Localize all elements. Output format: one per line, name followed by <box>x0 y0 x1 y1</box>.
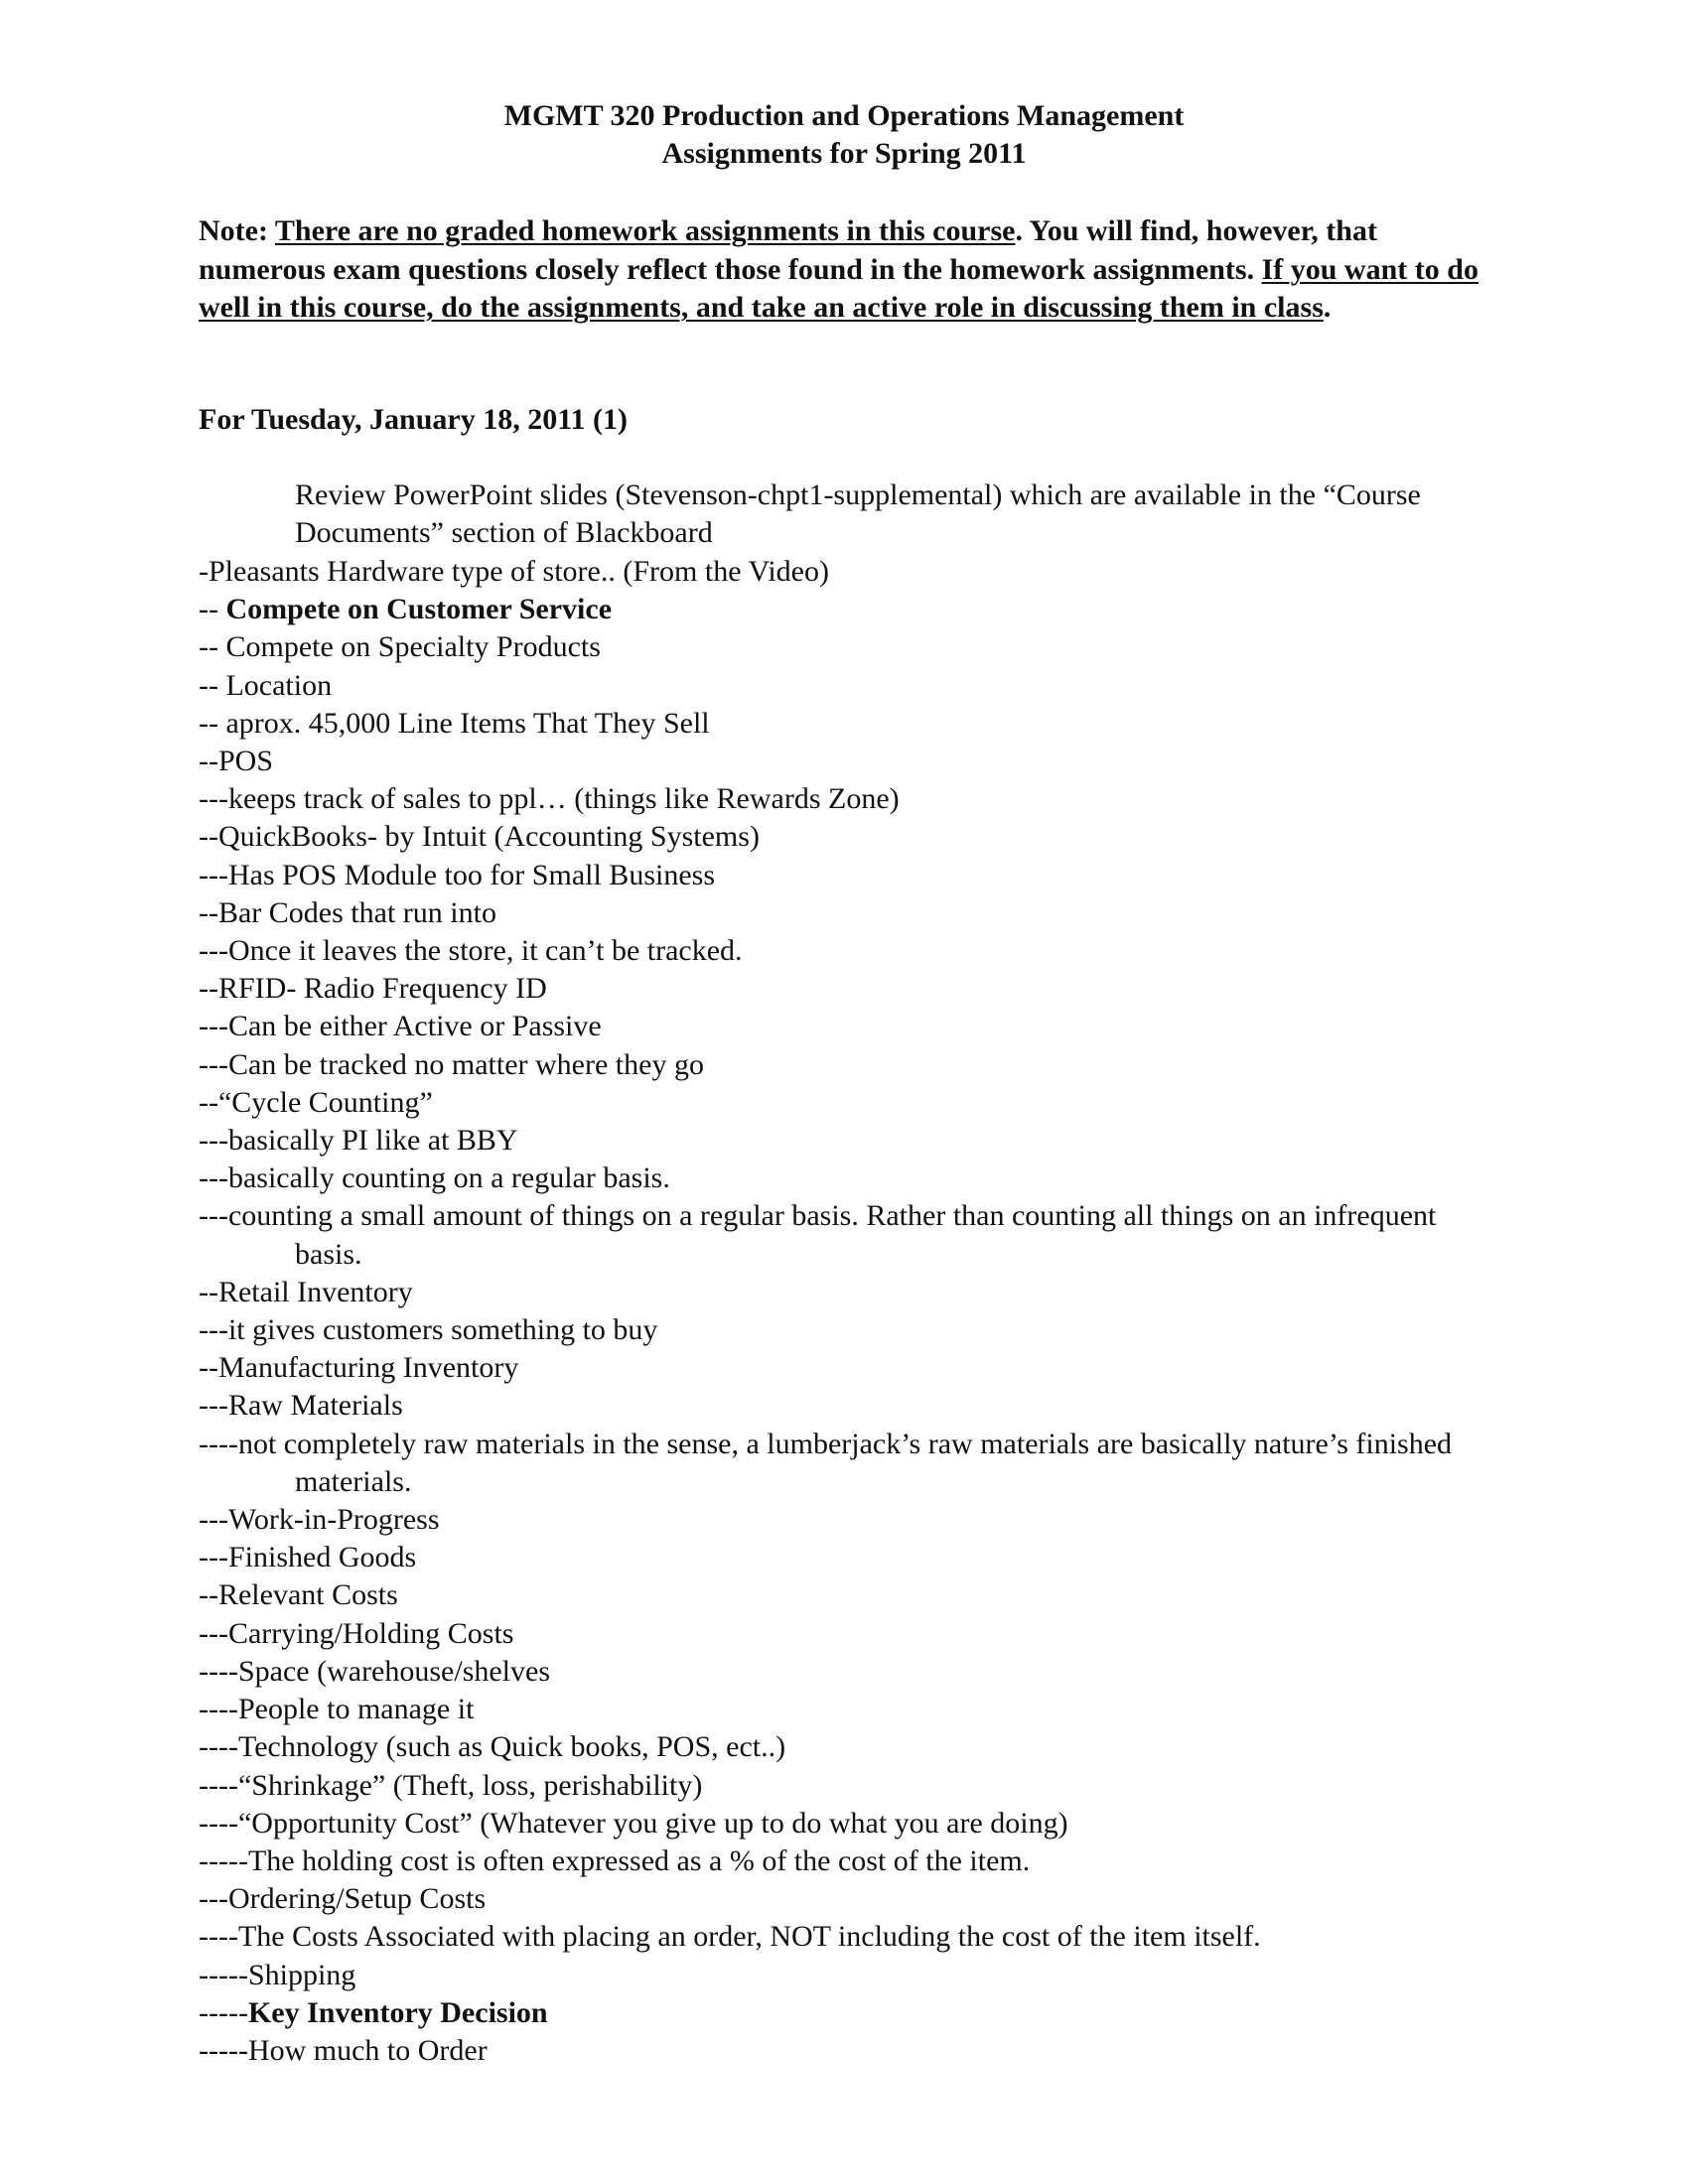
note-line-text: ----not completely raw materials in the sense, a lumberjack’s raw materials are basically nature’s finished materials. <box>199 1427 1453 1498</box>
note-line-text: ---Has POS Module too for Small Business <box>199 858 715 891</box>
term-title: Assignments for Spring 2011 <box>661 137 1027 170</box>
note-line-text: --POS <box>199 745 274 778</box>
note-line-text: -----How much to Order <box>199 2033 488 2067</box>
note-line <box>199 1918 1499 1956</box>
note-line <box>199 1957 1499 1994</box>
note-line-text: --Bar Codes that run into <box>199 895 496 929</box>
document-header <box>0 97 1688 173</box>
note-line <box>199 932 1499 970</box>
note-line <box>199 818 1499 856</box>
note-line <box>199 667 1499 705</box>
note-line-text: ---Can be either Active or Passive <box>199 1010 602 1043</box>
note-line <box>199 1843 1499 1880</box>
note-line <box>199 743 1499 780</box>
note-line-text: ---Can be tracked no matter where they go <box>199 1047 704 1081</box>
note-line <box>199 1008 1499 1045</box>
note-paragraph <box>199 212 1479 328</box>
note-line <box>199 970 1499 1008</box>
note-line <box>199 1274 1499 1311</box>
note-line <box>199 857 1499 894</box>
note-line <box>199 780 1499 818</box>
note-line-text: ---keeps track of sales to ppl… (things like Rewards Zone) <box>199 782 900 816</box>
section-heading: For Tuesday, January 18, 2011 (1) <box>199 403 629 436</box>
note-line-text: -Pleasants Hardware type of store.. (From the Video) <box>199 555 829 588</box>
note-underlined-statement: There are no graded homework assignments in this course <box>274 214 1016 247</box>
course-title: MGMT 320 Production and Operations Management <box>503 99 1185 132</box>
note-line-text: ---it gives customers something to buy <box>199 1313 658 1347</box>
note-line <box>199 1805 1499 1843</box>
note-line-text: --QuickBooks- by Intuit (Accounting Systems) <box>199 820 760 854</box>
note-line-text: ----The Costs Associated with placing an order, NOT including the cost of the item itself. <box>199 1920 1261 1954</box>
note-line <box>199 1197 1499 1273</box>
note-line <box>199 1160 1499 1197</box>
note-line-text: -----Shipping <box>199 1958 356 1991</box>
note-line-text: ---Work-in-Progress <box>199 1503 440 1537</box>
note-line-text: ---basically counting on a regular basis. <box>199 1161 670 1195</box>
note-end: . <box>1323 291 1332 324</box>
note-line-text: -----The holding cost is often expressed as a % of the cost of the item. <box>199 1843 1031 1877</box>
note-line <box>199 2032 1499 2070</box>
note-line-prefix: -- <box>199 593 226 626</box>
note-line-prefix: ----- <box>199 1995 248 2029</box>
note-line <box>199 1501 1499 1539</box>
note-line-text: --“Cycle Counting” <box>199 1085 433 1119</box>
note-line <box>199 1653 1499 1691</box>
note-line-text: ---Ordering/Setup Costs <box>199 1882 487 1916</box>
note-line <box>199 1767 1499 1805</box>
note-line-text: ----“Opportunity Cost” (Whatever you give up to do what you are doing) <box>199 1806 1068 1840</box>
note-line <box>199 1122 1499 1160</box>
note-line-text: --RFID- Radio Frequency ID <box>199 972 547 1006</box>
note-line <box>199 1994 1499 2032</box>
note-label: Note: <box>199 214 275 247</box>
note-line <box>199 1691 1499 1728</box>
note-line-text: --Manufacturing Inventory <box>199 1351 519 1385</box>
note-line <box>199 591 1499 628</box>
note-line <box>199 1539 1499 1576</box>
note-line-text: ---Carrying/Holding Costs <box>199 1616 514 1650</box>
note-line <box>199 1728 1499 1766</box>
note-line-text: ---Once it leaves the store, it can’t be tracked. <box>199 934 743 968</box>
note-line <box>199 1576 1499 1614</box>
note-line <box>199 1046 1499 1084</box>
note-line <box>199 1615 1499 1653</box>
note-line <box>199 894 1499 932</box>
note-line <box>199 628 1499 666</box>
note-line-text: ----Space (warehouse/shelves <box>199 1654 551 1688</box>
note-line <box>199 705 1499 743</box>
note-line <box>199 553 1499 591</box>
note-line-text: ----“Shrinkage” (Theft, loss, perishability) <box>199 1768 703 1802</box>
note-line <box>199 1426 1499 1501</box>
note-line <box>199 1084 1499 1122</box>
section-intro: Review PowerPoint slides (Stevenson-chpt1-supplemental) which are available in the “Course Documents” section of Blackboard <box>295 478 1421 550</box>
note-line-text: ---Finished Goods <box>199 1541 417 1574</box>
note-line-text: ----Technology (such as Quick books, POS, ect..) <box>199 1730 786 1764</box>
note-line-text: --Retail Inventory <box>199 1275 413 1308</box>
note-line-text: ----People to manage it <box>199 1693 475 1726</box>
note-line-text: ---Raw Materials <box>199 1389 403 1423</box>
note-line <box>199 1880 1499 1918</box>
note-underlined-advice: If you want to do well in this course, do the assignments, and take an active role in discussing them in class <box>199 252 1478 324</box>
note-line-text: -- Compete on Specialty Products <box>199 630 601 664</box>
note-line-text: -- aprox. 45,000 Line Items That They Sell <box>199 706 710 740</box>
note-line <box>199 1387 1499 1425</box>
note-line-text: --Relevant Costs <box>199 1578 398 1612</box>
note-line <box>199 1349 1499 1387</box>
note-text: . You will find, however, that numerous exam questions closely reflect those found in the homework assignments. <box>199 214 1377 286</box>
note-line-text: Key Inventory Decision <box>247 1995 548 2029</box>
note-line-text: -- Location <box>199 668 333 702</box>
note-line-text: ---basically PI like at BBY <box>199 1124 518 1158</box>
note-line-text: ---counting a small amount of things on a regular basis. Rather than counting all things on an infrequent basis. <box>199 1199 1437 1271</box>
notes-list <box>199 553 1499 2070</box>
note-line <box>199 1311 1499 1349</box>
note-line-text: Compete on Customer Service <box>225 593 613 626</box>
